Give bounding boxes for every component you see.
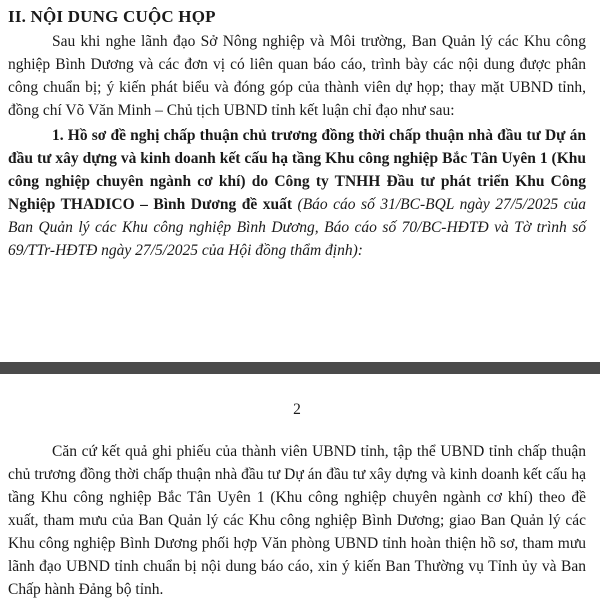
section-title: II. NỘI DUNG CUỘC HỌP — [8, 7, 216, 26]
item-1-heading: 1. Hồ sơ đề nghị chấp thuận chủ trương đồng thời chấp thuận nhà đầu tư Dự án đầu tư xây dựng và kinh doanh kết cấu hạ tầng Khu công nghiệp Bắc Tân Uyên 1 (Khu công nghiệp chuyên ngành cơ khí) do Công ty TNHH Đầu tư phát triển Khu Công Nghiệp THADICO – Bình Dương đề xuất — [8, 127, 586, 213]
page-break-divider — [0, 362, 600, 374]
item-1-paragraph — [8, 124, 586, 262]
conclusion-paragraph: Căn cứ kết quả ghi phiếu của thành viên UBND tỉnh, tập thể UBND tỉnh chấp thuận chủ trương đồng thời chấp thuận nhà đầu tư Dự án đầu tư xây dựng và kinh doanh kết cấu hạ tầng Khu công nghiệp Bắc Tân Uyên 1 (Khu công nghiệp chuyên ngành cơ khí) theo đề xuất, tham mưu của Ban Quản lý các Khu công nghiệp Bình Dương; giao Ban Quản lý các Khu công nghiệp Bình Dương phối hợp Văn phòng UBND tỉnh hoàn thiện hồ sơ, tham mưu lãnh đạo UBND tỉnh chuẩn bị nội dung báo cáo, xin ý kiến Ban Thường vụ Tỉnh ủy và Ban Chấp hành Đảng bộ tỉnh. — [8, 443, 586, 598]
intro-paragraph: Sau khi nghe lãnh đạo Sở Nông nghiệp và Môi trường, Ban Quản lý các Khu công nghiệp Bình Dương và các đơn vị có liên quan báo cáo, trình bày các nội dung được phân công chuẩn bị; ý kiến phát biểu và đóng góp của thành viên dự họp; thay mặt UBND tỉnh, đồng chí Võ Văn Minh – Chủ tịch UBND tỉnh kết luận chỉ đạo như sau: — [8, 33, 586, 119]
page-number: 2 — [293, 401, 301, 418]
document-page-2 — [0, 374, 600, 600]
item-1-reference: (Báo cáo số 31/BC-BQL ngày 27/5/2025 của Ban Quản lý các Khu công nghiệp Bình Dương, Báo cáo số 70/BC-HĐTĐ và Tờ trình số 69/TTr-HĐTĐ ngày 27/5/2025 của Hội đồng thẩm định): — [8, 196, 586, 259]
